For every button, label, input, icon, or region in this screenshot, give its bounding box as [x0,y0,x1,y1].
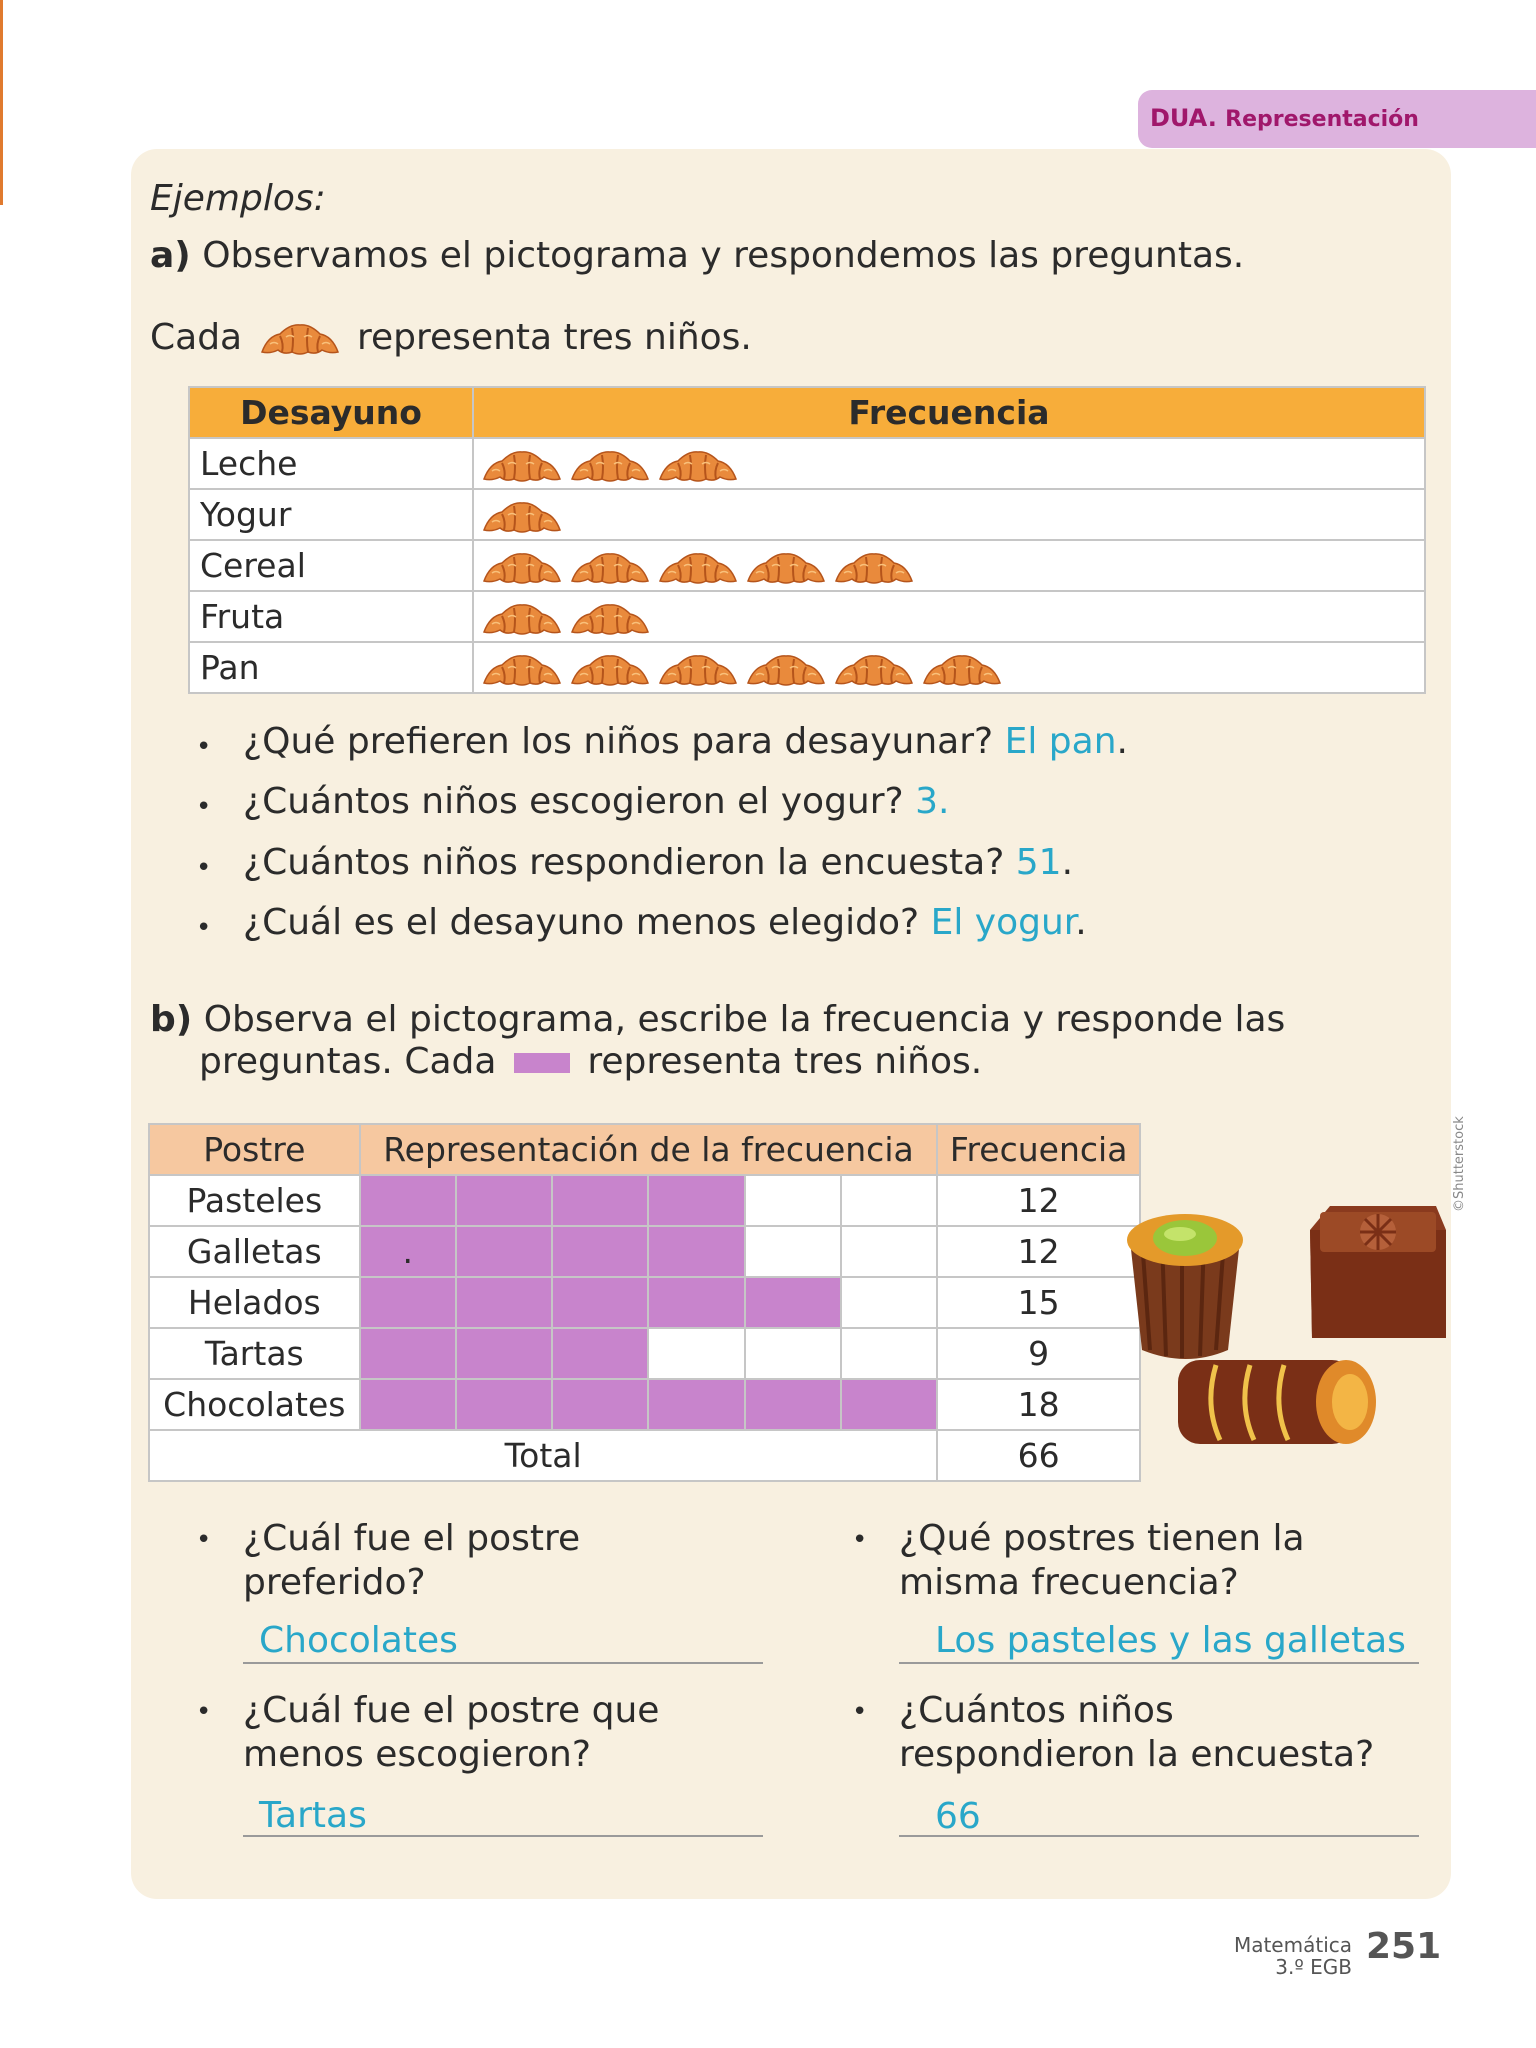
frequency-cell [745,1226,841,1277]
representacion-header: Representación de la frecuencia [360,1124,938,1175]
filled-frequency-cell [456,1328,552,1379]
croissant-icon [746,551,826,585]
frequency-value: 12 [937,1175,1140,1226]
filled-frequency-cell [648,1226,744,1277]
filled-frequency-cell [360,1328,456,1379]
frequency-value: 12 [937,1226,1140,1277]
filled-frequency-cell [552,1277,648,1328]
bullet-icon: • [852,1525,868,1555]
answer-line [899,1835,1419,1837]
question-b3: ¿Cuál fue el postre que menos escogieron? [243,1690,660,1775]
table-row [189,489,1425,540]
answer-line [243,1835,763,1837]
answer-text: El pan [1004,721,1117,762]
grade-label: 3.º EGB [1275,1955,1352,1979]
table-row [149,1379,1140,1430]
frequency-cell [841,1277,937,1328]
question-a2 [243,780,949,824]
question-text: ¿Cuál es el desayuno menos elegido? [243,902,920,943]
filled-frequency-cell [360,1175,456,1226]
examples-title: Ejemplos: [150,178,326,219]
filled-frequency-cell [648,1277,744,1328]
croissant-icon [570,653,650,687]
section-b-instruction-2a: preguntas. Cada [199,1041,497,1082]
filled-frequency-cell [552,1379,648,1430]
filled-frequency-cell [456,1277,552,1328]
section-a-label: a) [150,235,191,276]
bullet-icon: • [196,792,212,822]
dua-label: DUA. [1150,104,1217,132]
table-row [149,1328,1140,1379]
answer-line [243,1662,763,1664]
frequency-cell [745,1175,841,1226]
breakfast-icons [473,438,1425,489]
purple-square-key-icon [514,1053,570,1073]
breakfast-name: Yogur [189,489,473,540]
croissant-icon [746,653,826,687]
dessert-name: Chocolates [149,1379,360,1430]
question-b2: ¿Qué postres tienen la misma frecuencia? [899,1518,1305,1603]
dua-sub-label: Representación [1225,107,1419,132]
dessert-pictogram-table [148,1123,1141,1482]
question-b4: ¿Cuántos niños respondieron la encuesta? [899,1690,1375,1775]
filled-frequency-cell [841,1379,937,1430]
image-credit: ©Shutterstock [1452,1116,1467,1212]
croissant-icon [482,602,562,636]
table-row [189,642,1425,693]
frequency-cell [648,1328,744,1379]
croissant-icon [658,653,738,687]
filled-frequency-cell [360,1226,456,1277]
frequency-cell [841,1328,937,1379]
croissant-icon [658,449,738,483]
answer-b2: Los pasteles y las galletas [935,1620,1406,1661]
section-a-instruction-line [150,234,1244,278]
postre-header: Postre [149,1124,360,1175]
question-text: ¿Qué prefieren los niños para desayunar? [243,721,994,762]
filled-frequency-cell [456,1226,552,1277]
section-b-label: b) [150,999,193,1040]
section-b-instruction-line-2 [199,1040,982,1084]
breakfast-name: Fruta [189,591,473,642]
question-end: . [1116,721,1128,762]
answer-line [899,1662,1419,1664]
frequency-cell [841,1175,937,1226]
square-chocolate-icon [1310,1206,1446,1338]
breakfast-icons [473,642,1425,693]
croissant-icon [482,449,562,483]
answer-text: 3. [915,781,950,822]
bullet-icon: • [852,1697,868,1727]
question-a1 [243,720,1128,764]
section-b-instruction-line-1 [150,998,1285,1042]
croissant-icon [922,653,1002,687]
filled-frequency-cell [648,1379,744,1430]
croissant-icon [482,653,562,687]
subject-name: Matemática [1233,1933,1352,1957]
breakfast-name: Pan [189,642,473,693]
page-number: 251 [1366,1926,1442,1967]
croissant-icon [482,500,562,534]
croissant-icon [482,551,562,585]
question-text: ¿Cuántos niños respondieron la encuesta? [243,842,1005,883]
breakfast-name: Leche [189,438,473,489]
filled-frequency-cell [360,1277,456,1328]
answer-b3: Tartas [259,1795,367,1836]
filled-frequency-cell [456,1379,552,1430]
question-end: . [1075,902,1087,943]
total-row [149,1430,1140,1481]
bullet-icon: • [196,853,212,883]
table-row [189,438,1425,489]
croissant-icon [570,551,650,585]
frequency-value: 15 [937,1277,1140,1328]
breakfast-icons [473,591,1425,642]
table-row [149,1277,1140,1328]
table-row [149,1175,1140,1226]
key-cada-text: Cada [150,317,243,358]
croissant-icon [658,551,738,585]
dessert-name: Galletas [149,1226,360,1277]
croissant-icon [834,551,914,585]
page-edge-line [0,0,3,205]
filled-frequency-cell [552,1175,648,1226]
answer-b1: Chocolates [259,1620,458,1661]
chocolates-illustration [1120,1200,1450,1460]
question-a4 [243,901,1087,945]
croissant-icon [570,602,650,636]
frequency-cell [745,1328,841,1379]
section-a-key [150,316,752,360]
frequency-value: 9 [937,1328,1140,1379]
croissant-icon [834,653,914,687]
section-b-instruction: Observa el pictograma, escribe la frecuencia y responde las [203,999,1286,1040]
croissant-icon [570,449,650,483]
bullet-icon: • [196,1525,212,1555]
question-a3 [243,841,1073,885]
cupcake-chocolate-icon [1127,1214,1243,1359]
section-b-instruction-2b: representa tres niños. [587,1041,983,1082]
answer-text: El yogur [930,902,1076,943]
table-row [189,540,1425,591]
desayuno-header: Desayuno [189,387,473,438]
table-row [189,591,1425,642]
filled-frequency-cell [745,1277,841,1328]
filled-frequency-cell [552,1226,648,1277]
dessert-name: Tartas [149,1328,360,1379]
bullet-icon: • [196,1697,212,1727]
dessert-name: Pasteles [149,1175,360,1226]
table-row [149,1226,1140,1277]
filled-frequency-cell [456,1175,552,1226]
frecuencia-header: Frecuencia [473,387,1425,438]
breakfast-pictogram-table [188,386,1426,694]
breakfast-icons [473,540,1425,591]
breakfast-name: Cereal [189,540,473,591]
croissant-key-icon [260,322,340,356]
answer-b4: 66 [935,1796,981,1837]
answer-text: 51 [1015,842,1062,883]
frequency-value: 18 [937,1379,1140,1430]
total-label: Total [149,1430,937,1481]
key-represents-text: representa tres niños. [357,317,752,358]
section-a-instruction: Observamos el pictograma y respondemos las preguntas. [202,235,1245,276]
galletas-mark: . [402,1232,414,1271]
footer-subject [1190,1934,1352,1978]
dessert-name: Helados [149,1277,360,1328]
question-b1: ¿Cuál fue el postre preferido? [243,1518,581,1603]
breakfast-header-row [189,387,1425,438]
bar-chocolate-icon [1178,1360,1376,1444]
dua-tab [1138,90,1536,148]
question-text: ¿Cuántos niños escogieron el yogur? [243,781,904,822]
frequency-cell [841,1226,937,1277]
filled-frequency-cell [745,1379,841,1430]
filled-frequency-cell [360,1379,456,1430]
bullet-icon: • [196,913,212,943]
total-value: 66 [937,1430,1140,1481]
frecuencia-header: Frecuencia [937,1124,1140,1175]
breakfast-icons [473,489,1425,540]
dessert-header-row [149,1124,1140,1175]
bullet-icon: • [196,732,212,762]
filled-frequency-cell [648,1175,744,1226]
filled-frequency-cell [552,1328,648,1379]
question-end: . [1061,842,1074,883]
